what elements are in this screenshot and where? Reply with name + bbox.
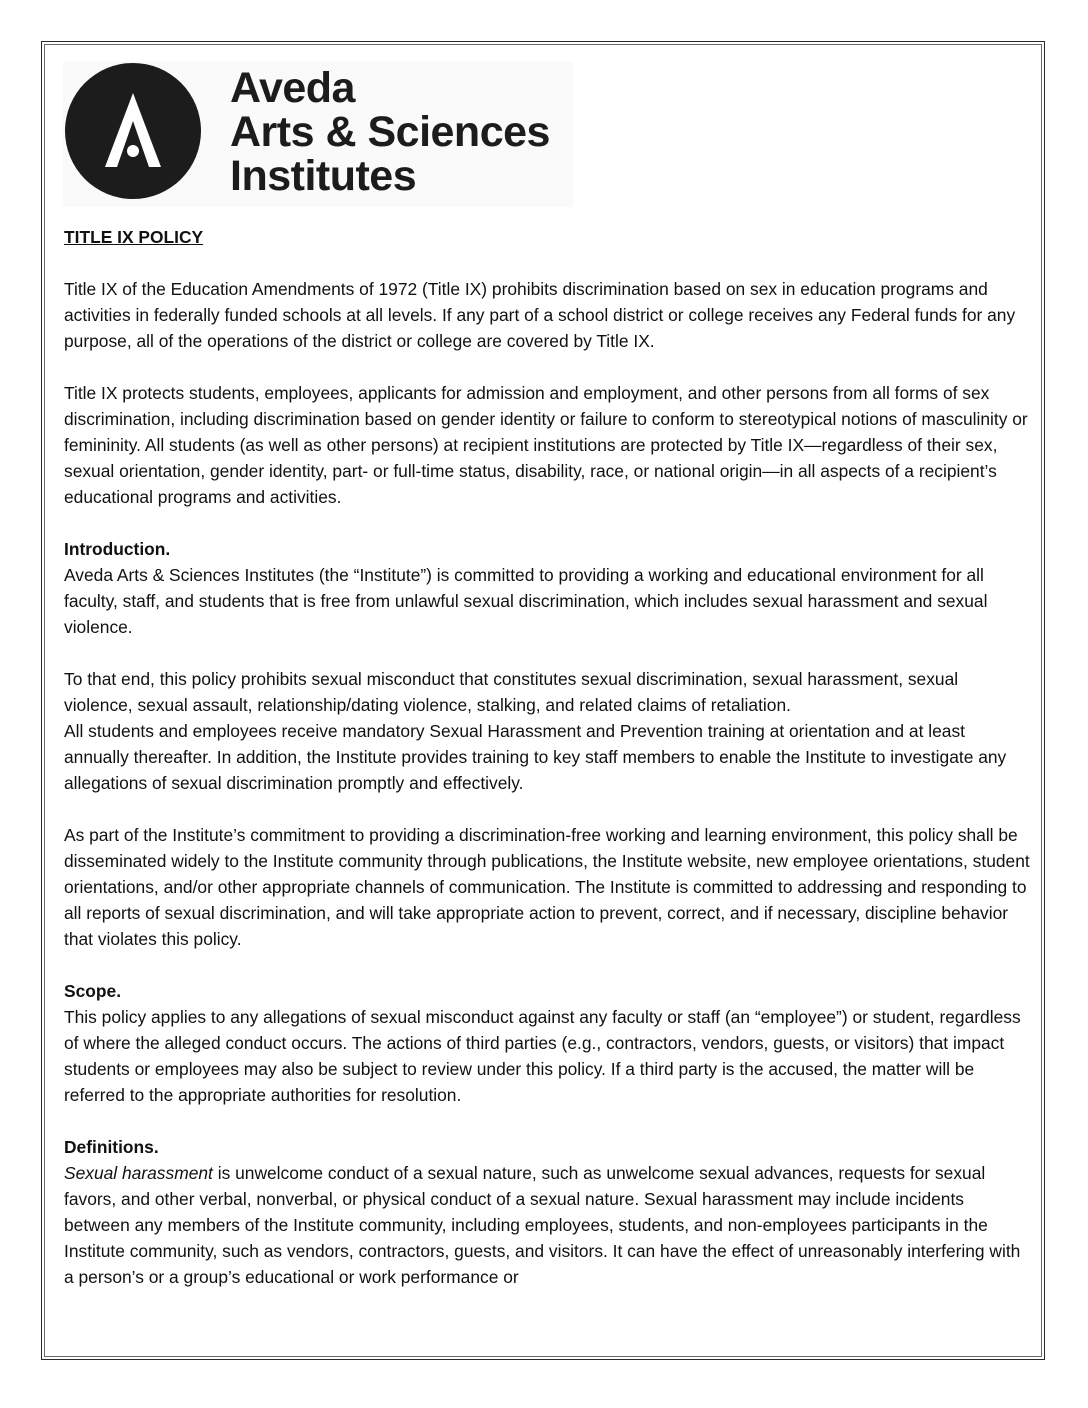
logo-line-2: Arts & Sciences bbox=[230, 108, 550, 156]
paragraph-title-ix-overview: Title IX of the Education Amendments of 1972 (Title IX) prohibits discrimination based on sex in education programs and activities in federally funded schools at all levels. If any part of a school district or college receives any Federal funds for any purpose, all of the operations of the district or college are covered by Title IX. bbox=[64, 279, 1016, 351]
paragraph-title-ix-protections: Title IX protects students, employees, applicants for admission and employment, and other persons from all forms of sex discrimination, including discrimination based on gender identity or failure to conform to stereotypical notions of masculinity or femininity. All students (as well as other persons) at recipient institutions are protected by Title IX—regardless of their sex, sexual orientation, gender identity, part- or full-time status, disability, race, or national origin—in all aspects of a recipient’s educational programs and activities. bbox=[64, 383, 1028, 507]
paragraph-prohibited-conduct: To that end, this policy prohibits sexual misconduct that constitutes sexual discrimination, sexual harassment, sexual violence, sexual assault, relationship/dating violence, stalking, and related claims of retaliation. bbox=[64, 669, 959, 715]
section-heading-introduction: Introduction. bbox=[64, 539, 171, 559]
document-body bbox=[64, 224, 1030, 1290]
logo-wordmark bbox=[230, 66, 550, 198]
definition-text: is unwelcome conduct of a sexual nature, such as unwelcome sexual advances, requests for sexual favors, and other verbal, nonverbal, or physical conduct of a sexual nature. Sexual harassment may include incidents between any members of the Institute community, including employees, students, and non-employees participants in the Institute community, such as vendors, contractors, guests, and visitors. It can have the effect of unreasonably interfering with a person’s or a group’s educational or work performance or bbox=[64, 1163, 1021, 1287]
paragraph-training: All students and employees receive mandatory Sexual Harassment and Prevention training at orientation and at least annually thereafter. In addition, the Institute provides training to key staff members to enable the Institute to investigate any allegations of sexual discrimination promptly and effectively. bbox=[64, 721, 1007, 793]
paragraph-scope: This policy applies to any allegations of sexual misconduct against any faculty or staff (an “employee”) or student, regardless of where the alleged conduct occurs. The actions of third parties (e.g., contractors, vendors, guests, or visitors) that impact students or employees may also be subject to review under this policy. If a third party is the accused, the matter will be referred to the appropriate authorities for resolution. bbox=[64, 1007, 1021, 1105]
section-heading-scope: Scope. bbox=[64, 981, 122, 1001]
definition-term-sexual-harassment: Sexual harassment bbox=[64, 1163, 213, 1183]
logo-line-3: Institutes bbox=[230, 152, 417, 200]
document-title: TITLE IX POLICY bbox=[64, 227, 204, 247]
logo-line-1: Aveda bbox=[230, 64, 355, 112]
institute-logo bbox=[63, 62, 573, 207]
aveda-a-logo-icon bbox=[65, 63, 201, 199]
paragraph-introduction: Aveda Arts & Sciences Institutes (the “Institute”) is committed to providing a working and educational environment for all faculty, staff, and students that is free from unlawful sexual discrimination, which includes sexual harassment and sexual violence. bbox=[64, 565, 988, 637]
paragraph-dissemination: As part of the Institute’s commitment to providing a discrimination-free working and learning environment, this policy shall be disseminated widely to the Institute community through publications, the Institute website, new employee orientations, student orientations, and/or other appropriate channels of communication. The Institute is committed to addressing and responding to all reports of sexual discrimination, and will take appropriate action to prevent, correct, and if necessary, discipline behavior that violates this policy. bbox=[64, 825, 1030, 949]
section-heading-definitions: Definitions. bbox=[64, 1137, 159, 1157]
paragraph-definitions bbox=[64, 1160, 1030, 1290]
